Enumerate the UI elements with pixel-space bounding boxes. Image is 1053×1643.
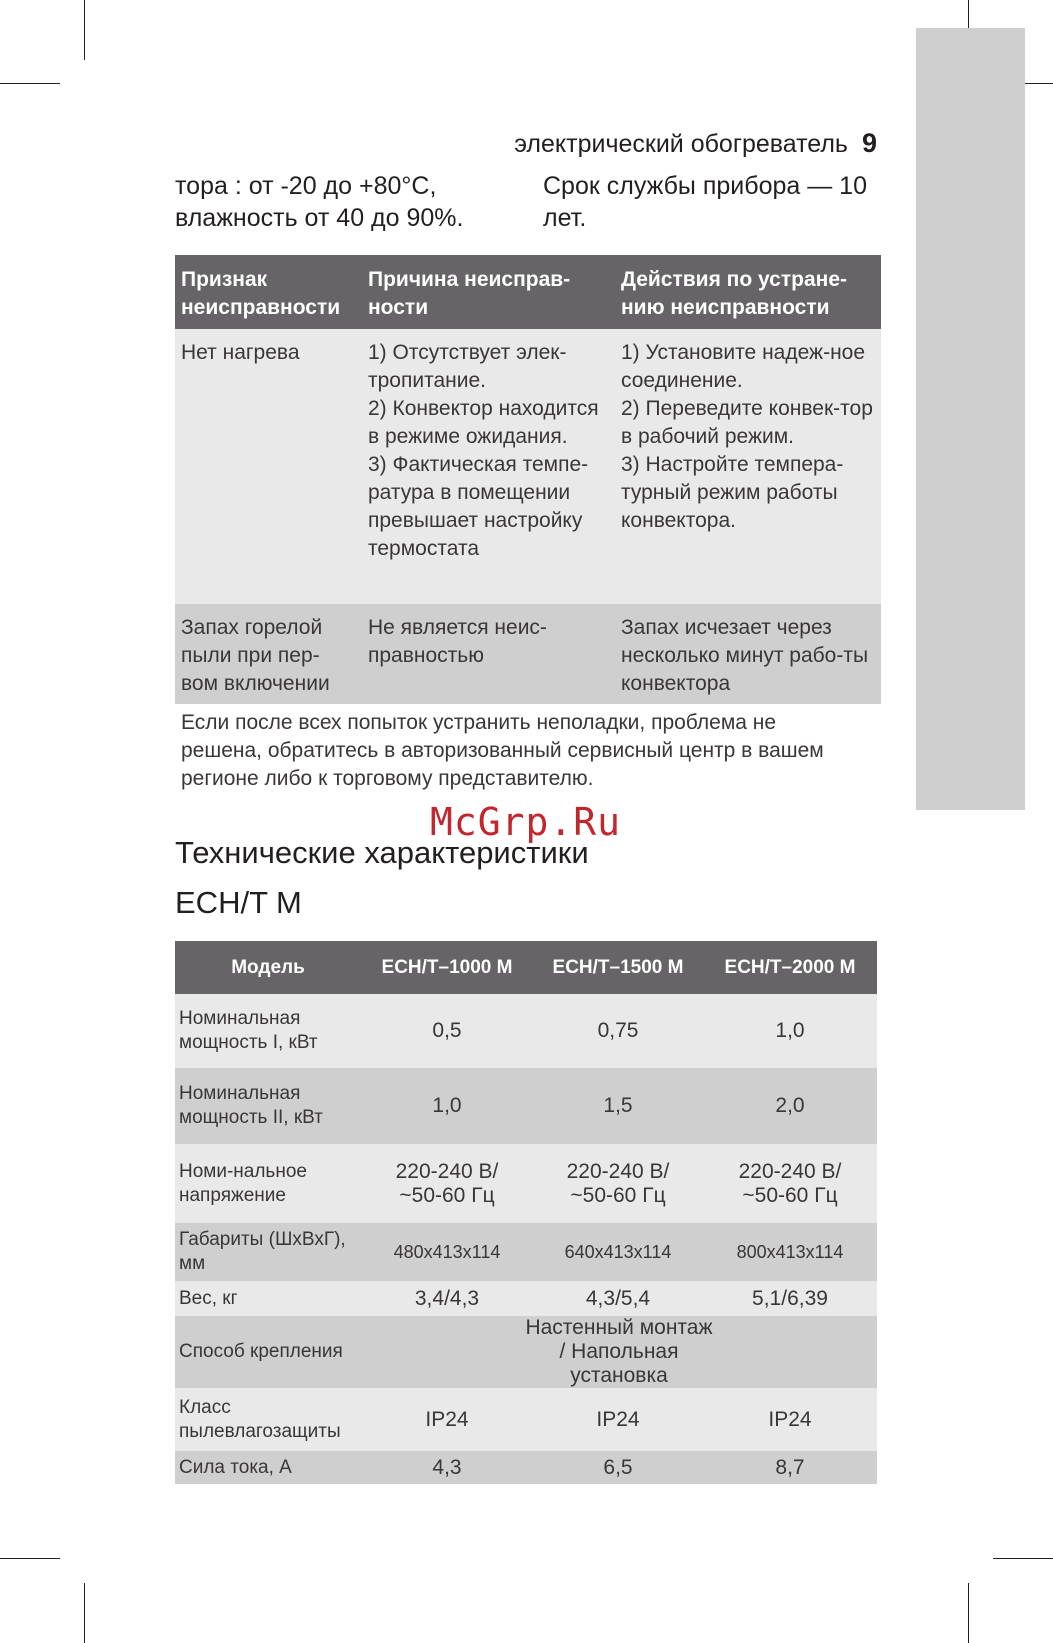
value-cell: 220-240 В/ ~50-60 Гц — [703, 1144, 877, 1223]
symptom-cell: Нет нагрева — [175, 329, 362, 604]
table-row — [175, 1223, 877, 1281]
row-label: Номинальная мощность I, кВт — [175, 994, 361, 1068]
table-row — [175, 1281, 877, 1316]
table-header-row — [175, 941, 877, 994]
merged-value-cell: Настенный монтаж / Напольная установка — [361, 1316, 877, 1388]
section-title: Технические характеристики — [175, 835, 589, 870]
header-title: электрический обогреватель — [514, 130, 848, 158]
header-model-1500: ECH/T–1500 M — [533, 941, 703, 994]
row-label: Вес, кг — [175, 1281, 361, 1316]
value-cell: 1,0 — [361, 1068, 533, 1144]
table-row — [175, 329, 881, 604]
crop-mark — [84, 0, 85, 60]
value-cell: 1,0 — [703, 994, 877, 1068]
row-label: Габариты (ШхВхГ), мм — [175, 1223, 361, 1281]
row-label: Номи-нальное напряжение — [175, 1144, 361, 1223]
table-header-row — [175, 255, 881, 329]
header-model-1000: ECH/T–1000 M — [361, 941, 533, 994]
cause-cell: Не является неис-правностью — [362, 604, 615, 704]
value-cell: 4,3 — [361, 1451, 533, 1484]
intro-right-text: Срок службы прибора — 10 лет. — [543, 172, 867, 232]
value-cell: 4,3/5,4 — [533, 1281, 703, 1316]
value-cell: 800x413x114 — [703, 1223, 877, 1281]
value-cell: IP24 — [533, 1388, 703, 1451]
watermark: McGrp.Ru — [430, 800, 622, 844]
value-cell: IP24 — [703, 1388, 877, 1451]
value-cell: 0,75 — [533, 994, 703, 1068]
value-cell: 2,0 — [703, 1068, 877, 1144]
row-label: Класс пылевлагозащиты — [175, 1388, 361, 1451]
service-note: Если после всех попыток устранить неполадки, проблема не решена, обратитесь в авторизованный сервисный центр в вашем регионе либо к торговому представителю. — [181, 711, 824, 790]
crop-mark — [84, 1583, 85, 1643]
cause-text: 1) Отсутствует элек-тропитание. 2) Конвектор находится в режиме ожидания. 3) Фактическая темпе-ратура в помещении превышает настройку термостата — [368, 341, 599, 560]
table-row — [175, 1388, 877, 1451]
value-cell: 8,7 — [703, 1451, 877, 1484]
table-row — [175, 1316, 877, 1388]
row-label: Номинальная мощность II, кВт — [175, 1068, 361, 1144]
header-model-2000: ECH/T–2000 M — [703, 941, 877, 994]
action-cell: Запах исчезает через несколько минут рабо-ты конвектора — [615, 604, 881, 704]
value-cell: 480x413x114 — [361, 1223, 533, 1281]
table-row — [175, 1068, 877, 1144]
value-cell: 1,5 — [533, 1068, 703, 1144]
value-cell: 5,1/6,39 — [703, 1281, 877, 1316]
action-text: 1) Установите надеж-ное соединение. 2) Переведите конвек-тор в рабочий режим. 3) Настройте темпера-турный режим работы конвектора. — [621, 341, 873, 532]
crop-mark — [993, 1558, 1053, 1559]
header-symptom: Признак неисправности — [175, 255, 362, 329]
value-cell: 0,5 — [361, 994, 533, 1068]
specifications-table — [175, 941, 877, 1484]
value-cell: 3,4/4,3 — [361, 1281, 533, 1316]
value-cell: IP24 — [361, 1388, 533, 1451]
value-cell: 220-240 В/ ~50-60 Гц — [533, 1144, 703, 1223]
side-tab — [916, 28, 1025, 810]
section-subtitle: ECH/T M — [175, 885, 302, 920]
symptom-cell: Запах горелой пыли при пер-вом включении — [175, 604, 362, 704]
table-row — [175, 604, 881, 704]
value-cell: 640x413x114 — [533, 1223, 703, 1281]
header-model: Модель — [175, 941, 361, 994]
table-row — [175, 994, 877, 1068]
table-row — [175, 1144, 877, 1223]
running-header — [514, 128, 877, 159]
crop-mark — [0, 1558, 60, 1559]
intro-left-text: тора : от -20 до +80°С, влажность от 40 до 90%. — [175, 172, 464, 232]
header-action: Действия по устране-нию неисправности — [615, 255, 881, 329]
row-label: Способ крепления — [175, 1316, 361, 1388]
row-label: Сила тока, А — [175, 1451, 361, 1484]
page-number: 9 — [861, 128, 877, 158]
cause-cell — [362, 329, 615, 604]
crop-mark — [0, 83, 60, 84]
value-cell: 6,5 — [533, 1451, 703, 1484]
value-cell: 220-240 В/ ~50-60 Гц — [361, 1144, 533, 1223]
header-cause: Причина неисправ-ности — [362, 255, 615, 329]
action-cell — [615, 329, 881, 604]
table-row — [175, 1451, 877, 1484]
troubleshooting-table — [175, 255, 881, 704]
crop-mark — [968, 1583, 969, 1643]
